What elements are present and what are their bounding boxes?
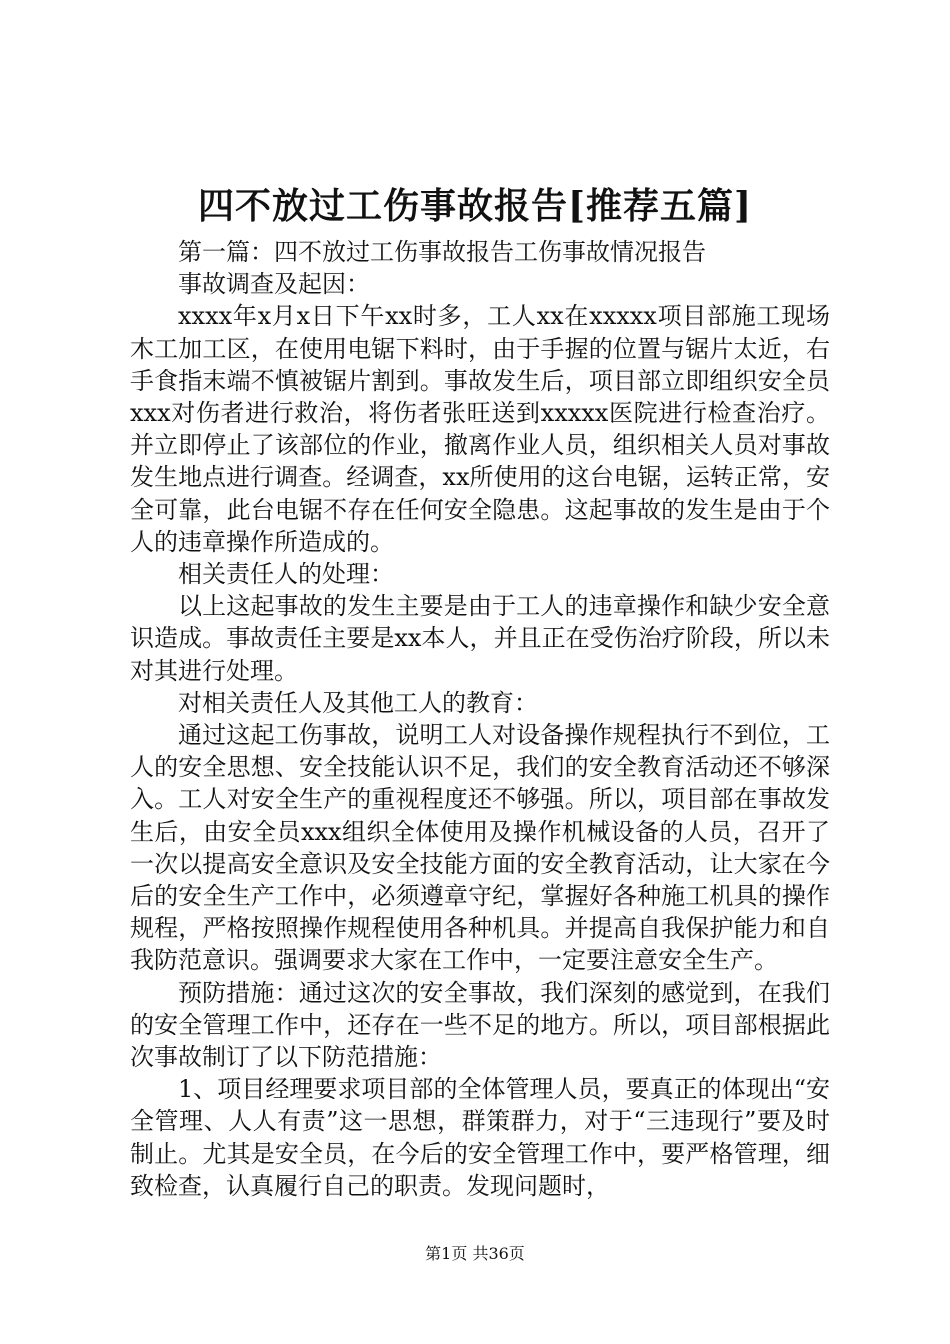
subheading-education: 对相关责任人及其他工人的教育： xyxy=(178,688,538,717)
page-footer: 第1页 共36页 xyxy=(425,1244,525,1263)
paragraph-education: 通过这起工伤事故，说明工人对设备操作规程执行不到位，工人的安全思想、安全技能认识不足，我们的安全教育活动还不够深入。工人对安全生产的重视程度还不够强。所以，项目部在事故发生后，由安全员xxx组织全体使用及操作机械设备的人员，召开了一次以提高安全意识及安全技能方面的安全教育活动，让大家在今后的安全生产工作中，必须遵章守纪，掌握好各种施工机具的操作规程，严格按照操作规程使用各种机具。并提高自我保护能力和自我防范意识。强调要求大家在工作中，一定要注意安全生产。 xyxy=(130,721,830,975)
paragraph-responsible-handling: 以上这起事故的发生主要是由于工人的违章操作和缺少安全意识造成。事故责任主要是xx本人，并且正在受伤治疗阶段，所以未对其进行处理。 xyxy=(130,592,830,685)
subheading-accident-cause: 事故调查及起因： xyxy=(178,270,370,299)
document-body xyxy=(130,236,830,1202)
document-title: 四不放过工伤事故报告[推荐五篇] xyxy=(197,185,753,227)
paragraph-measure-1: 1、项目经理要求项目部的全体管理人员，要真正的体现出“安全管理、人人有责”这一思想，群策群力，对于“三违现行”要及时制止。尤其是安全员，在今后的安全管理工作中，要严格管理，细致检查，认真履行自己的职责。发现问题时， xyxy=(130,1075,830,1200)
section-heading: 第一篇：四不放过工伤事故报告工伤事故情况报告 xyxy=(178,238,706,266)
subheading-responsible-handling: 相关责任人的处理： xyxy=(178,560,394,589)
paragraph-accident-description: xxxx年x月x日下午xx时多，工人xx在xxxxx项目部施工现场木工加工区，在使用电锯下料时，由于手握的位置与锯片太近，右手食指末端不慎被锯片割到。事故发生后，项目部立即组织安全员xxx对伤者进行救治，将伤者张旺送到xxxxx医院进行检查治疗。并立即停止了该部位的作业，撤离作业人员，组织相关人员对事故发生地点进行调查。经调查，xx所使用的这台电锯，运转正常，安全可靠，此台电锯不存在任何安全隐患。这起事故的发生是由于个人的违章操作所造成的。 xyxy=(130,302,830,556)
paragraph-prevention: 预防措施：通过这次的安全事故，我们深刻的感觉到，在我们的安全管理工作中，还存在一些不足的地方。所以，项目部根据此次事故制订了以下防范措施： xyxy=(130,978,830,1072)
